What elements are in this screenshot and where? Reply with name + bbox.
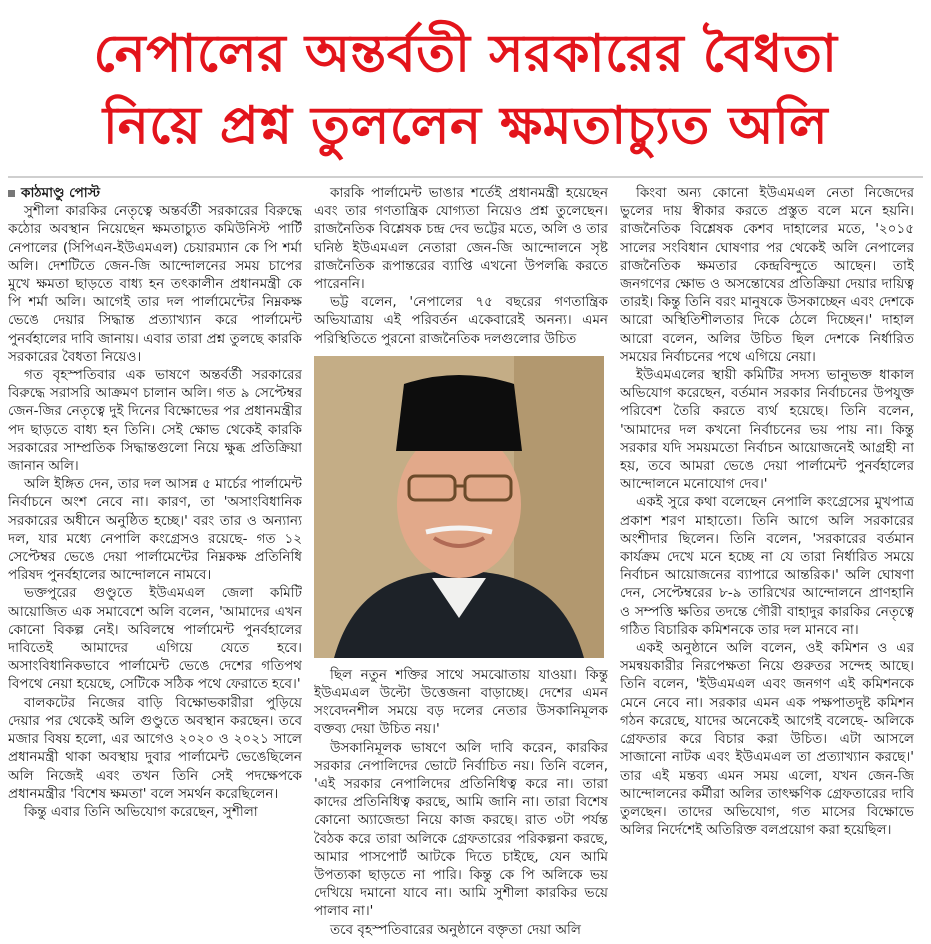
paragraph: তবে বৃহস্পতিবারের অনুষ্ঠানে বক্তৃতা দেয়া অলি (330, 921, 581, 938)
paragraph: কিন্তু এবার তিনি অভিযোগ করেছেন, সুশীলা (24, 803, 258, 820)
kp-sharma-oli-photo (314, 356, 604, 658)
byline (8, 184, 302, 202)
paragraph: ছিল নতুন শক্তির সাথে সমঝোতায় যাওয়া। কিন্তু ইউএমএল উল্টো উত্তেজনা বাড়াচ্ছে। দেশের এমন সংবেদনশীল সময়ে বড় দলের নেতার উসকানিমূলক বক্তব্য দেয়া উচিত নয়।' (314, 666, 608, 738)
headline-line-1: নেপালের অন্তর্বতী সরকারের বৈধতা (93, 24, 838, 84)
paragraph: কারকি পার্লামেন্ট ভাঙার শর্তেই প্রধানমন্ত্রী হয়েছেন এবং তার গণতান্ত্রিক যোগ্যতা নিয়েও প্রশ্ন তুলেছেন। রাজনৈতিক বিশ্লেষক চন্দ্র দেব ভট্টের মতে, অলি ও তার ঘনিষ্ঠ ইউএমএল নেতারা জেন-জি আন্দোলনে সৃষ্ট রাজনৈতিক রূপান্তরের ব্যাপ্তি এখনো উপলব্ধি করতে পারেননি। (314, 185, 608, 293)
byline-bullet-icon (8, 190, 15, 197)
article-body (8, 184, 923, 944)
headline-divider (8, 176, 923, 178)
paragraph: একই অনুষ্ঠানে অলি বলেন, ওই কমিশন ও এর সমন্বয়কারীর নিরপেক্ষতা নিয়ে গুরুতর সন্দেহ আছে। তিনি বলেন, 'ইউএমএল এবং জনগণ এই কমিশনকে মেনে নেবে না। সরকার এমন এক পক্ষপাতদুষ্ট কমিশন গঠন করেছে, যাদের অনেকেই আগেই বলেছে- অলিকে গ্রেফতার করে বিচার করা উচিত। এটা আসলে সাজানো নাটক এবং ইউএমএল তা প্রত্যাখ্যান করছে।' তার এই মন্তব্য এমন সময় এলো, যখন জেন-জি আন্দোলনের কর্মীরা অলির তাৎক্ষণিক গ্রেফতারের দাবি তুলছেন। তাদের অভিযোগ, গত মাসের বিক্ষোভে অলির নির্দেশেই অতিরিক্ত বলপ্রয়োগ করা হয়েছিল। (620, 640, 914, 839)
paragraph: ভক্তপুরের গুণ্ডুতে ইউএমএল জেলা কমিটি আয়োজিত এক সমাবেশে অলি বলেন, 'আমাদের এখন কোনো বিকল্প নেই। অবিলম্বে পার্লামেন্ট পুনর্বহালের দাবিতেই আমাদের এগিয়ে যেতে হবে। অসাংবিধানিকভাবে পার্লামেন্ট ভেঙে দেশের গতিপথ বিপথে নেয়া হয়েছে, সেটিকে সঠিক পথে ফেরাতে হবে।' (8, 585, 302, 693)
column-2 (314, 184, 608, 944)
paragraph: বালকটের নিজের বাড়ি বিক্ষোভকারীরা পুড়িয়ে দেয়ার পর থেকেই অলি গুণ্ডুতে অবস্থান করছেন। তবে মজার বিষয় হলো, এর আগেও ২০২০ ও ২০২১ সালে প্রধানমন্ত্রী থাকা অবস্থায় দুবার পার্লামেন্ট ভেঙেছিলেন অলি নিজেই এবং তখন তিনি সেই পদক্ষেপকে প্রধানমন্ত্রীর 'বিশেষ ক্ষমতা' বলে সমর্থন করেছিলেন। (8, 694, 302, 802)
paragraph: একই সুরে কথা বলেছেন নেপালি কংগ্রেসের মুখপাত্র প্রকাশ শরণ মাহাতো। তিনি আগে অলি সরকারের অংশীদার ছিলেন। তিনি বলেন, 'সরকারের বর্তমান কার্যক্রম দেখে মনে হচ্ছে না যে তারা নির্ধারিত সময়ে নির্বাচন আয়োজনের ব্যাপারে আন্তরিক।' অলি ঘোষণা দেন, সেপ্টেম্বরের ৮-৯ তারিখের আন্দোলনে প্রাণহানি ও সম্পত্তি ক্ষতির তদন্তে গৌরী বাহাদুর কারকির নেতৃত্বে গঠিত বিচারিক কমিশনকে তার দল মানবে না। (620, 494, 914, 638)
paragraph: কিংবা অন্য কোনো ইউএমএল নেতা নিজেদের ভুলের দায় স্বীকার করতে প্রস্তুত বলে মনে হয়নি। রাজনৈতিক বিশ্লেষক কেশব দাহালের মতে, '২০১৫ সালের সংবিধান ঘোষণার পর থেকেই অলি নেপালের রাজনৈতিক ক্ষমতার কেন্দ্রবিন্দুতে আছেন। তাই জনগণের ক্ষোভ ও অসন্তোষের প্রতিক্রিয়া দেয়ার দায়িত্ব তারই। কিন্তু তিনি বরং মানুষকে উসকাচ্ছেন এবং দেশকে আরো অস্থিতিশীলতার দিকে ঠেলে দিচ্ছেন।' দাহাল আরো বলেন, অলির উচিত ছিল দেশকে নির্ধারিত সময়ের নির্বাচনের পথে এগিয়ে নেয়া। (620, 185, 914, 365)
paragraph: গত বৃহস্পতিবার এক ভাষণে অন্তর্বর্তী সরকারের বিরুদ্ধে সরাসরি আক্রমণ চালান অলি। গত ৯ সেপ্টেম্বর জেন-জির নেতৃত্বে দুই দিনের বিক্ষোভের পর প্রধানমন্ত্রীর পদ ছাড়তে বাধ্য হন তিনি। সেই ক্ষোভ থেকেই কারকি সরকারের সাম্প্রতিক সিদ্ধান্তগুলো নিয়ে ক্ষুব্ধ প্রতিক্রিয়া জানান অলি। (8, 367, 302, 475)
paragraph: উসকানিমূলক ভাষণে অলি দাবি করেন, কারকির সরকার নেপালিদের ভোটে নির্বাচিত নয়। তিনি বলেন, 'এই সরকার নেপালিদের প্রতিনিধিত্ব করে না। তারা কাদের প্রতিনিধিত্ব করছে, আমি জানি না। তারা বিশেষ কোনো অ্যাজেন্ডা নিয়ে কাজ করছে। রাত ৩টা পর্যন্ত বৈঠক করে তারা অলিকে গ্রেফতারের পরিকল্পনা করছে, আমার পাসপোর্ট আটকে দিতে চাইছে, যেন আমি উপত্যকা ছাড়তে না পারি। কিন্তু কে পি অলিকে ভয় দেখিয়ে দমানো যাবে না। আমি সুশীলা কারকির ভয়ে পালাব না।' (314, 739, 608, 920)
paragraph: সুশীলা কারকির নেতৃত্বে অন্তর্বর্তী সরকারের বিরুদ্ধে কঠোর অবস্থান নিয়েছেন ক্ষমতাচ্যুত কমিউনিস্ট পার্টি নেপালের (সিপিএন-ইউএমএল) চেয়ারম্যান কে পি শর্মা অলি। দেশটিতে জেন-জি আন্দোলনের সময় চাপের মুখে ক্ষমতা ছাড়তে বাধ্য হন তৎকালীন প্রধানমন্ত্রী কে পি শর্মা অলি। আগেই তার দল পার্লামেন্টের নিম্নকক্ষ ভেঙে দেয়ার সিদ্ধান্ত প্রত্যাখ্যান করে পার্লামেন্ট পুনর্বহালের দাবি জানায়। এবার তারা প্রশ্ন তুলছে কারকি সরকারের বৈধতা নিয়েও। (8, 203, 302, 365)
column-1 (8, 184, 302, 944)
paragraph: অলি ইঙ্গিত দেন, তার দল আসন্ন ৫ মার্চের পার্লামেন্ট নির্বাচনে অংশ নেবে না। কারণ, তা 'অসাংবিধানিক সরকারের অধীনে অনুষ্ঠিত হচ্ছে।' বরং তার ও অন্যান্য দল, যার মধ্যে নেপালি কংগ্রেসও রয়েছে- গত ১২ সেপ্টেম্বর ভেঙে দেয়া পার্লামেন্টের নিম্নকক্ষ প্রতিনিধি পরিষদ পুনর্বহালের আন্দোলনে নামবে। (8, 476, 302, 584)
headline-line-2: নিয়ে প্রশ্ন তুললেন ক্ষমতাচ্যুত অলি (102, 96, 829, 156)
paragraph: ইউএমএলের স্থায়ী কমিটির সদস্য ভানুভক্ত ধাকাল অভিযোগ করেছেন, বর্তমান সরকার নির্বাচনের উপযুক্ত পরিবেশ তৈরি করতে ব্যর্থ হয়েছে। তিনি বলেন, 'আমাদের দল কখনো নির্বাচনের ভয় পায় না। কিন্তু সরকার যদি সময়মতো নির্বাচন আয়োজনেই আগ্রহী না হয়, তবে আমরা ভেঙে দেয়া পার্লামেন্ট পুনর্বহালের আন্দোলনে মনোযোগ দেব।' (620, 367, 914, 493)
column-3 (620, 184, 914, 944)
headline (8, 0, 923, 162)
paragraph: ভট্ট বলেন, 'নেপালের ৭৫ বছরের গণতান্ত্রিক অভিযাত্রায় এই পরিবর্তন একেবারেই অনন্য। এমন পরিস্থিতিতে পুরনো রাজনৈতিক দলগুলোর উচিত (314, 294, 608, 347)
portrait-illustration (314, 356, 604, 658)
byline-text: কাঠমাণ্ডু পোস্ট (21, 185, 100, 201)
